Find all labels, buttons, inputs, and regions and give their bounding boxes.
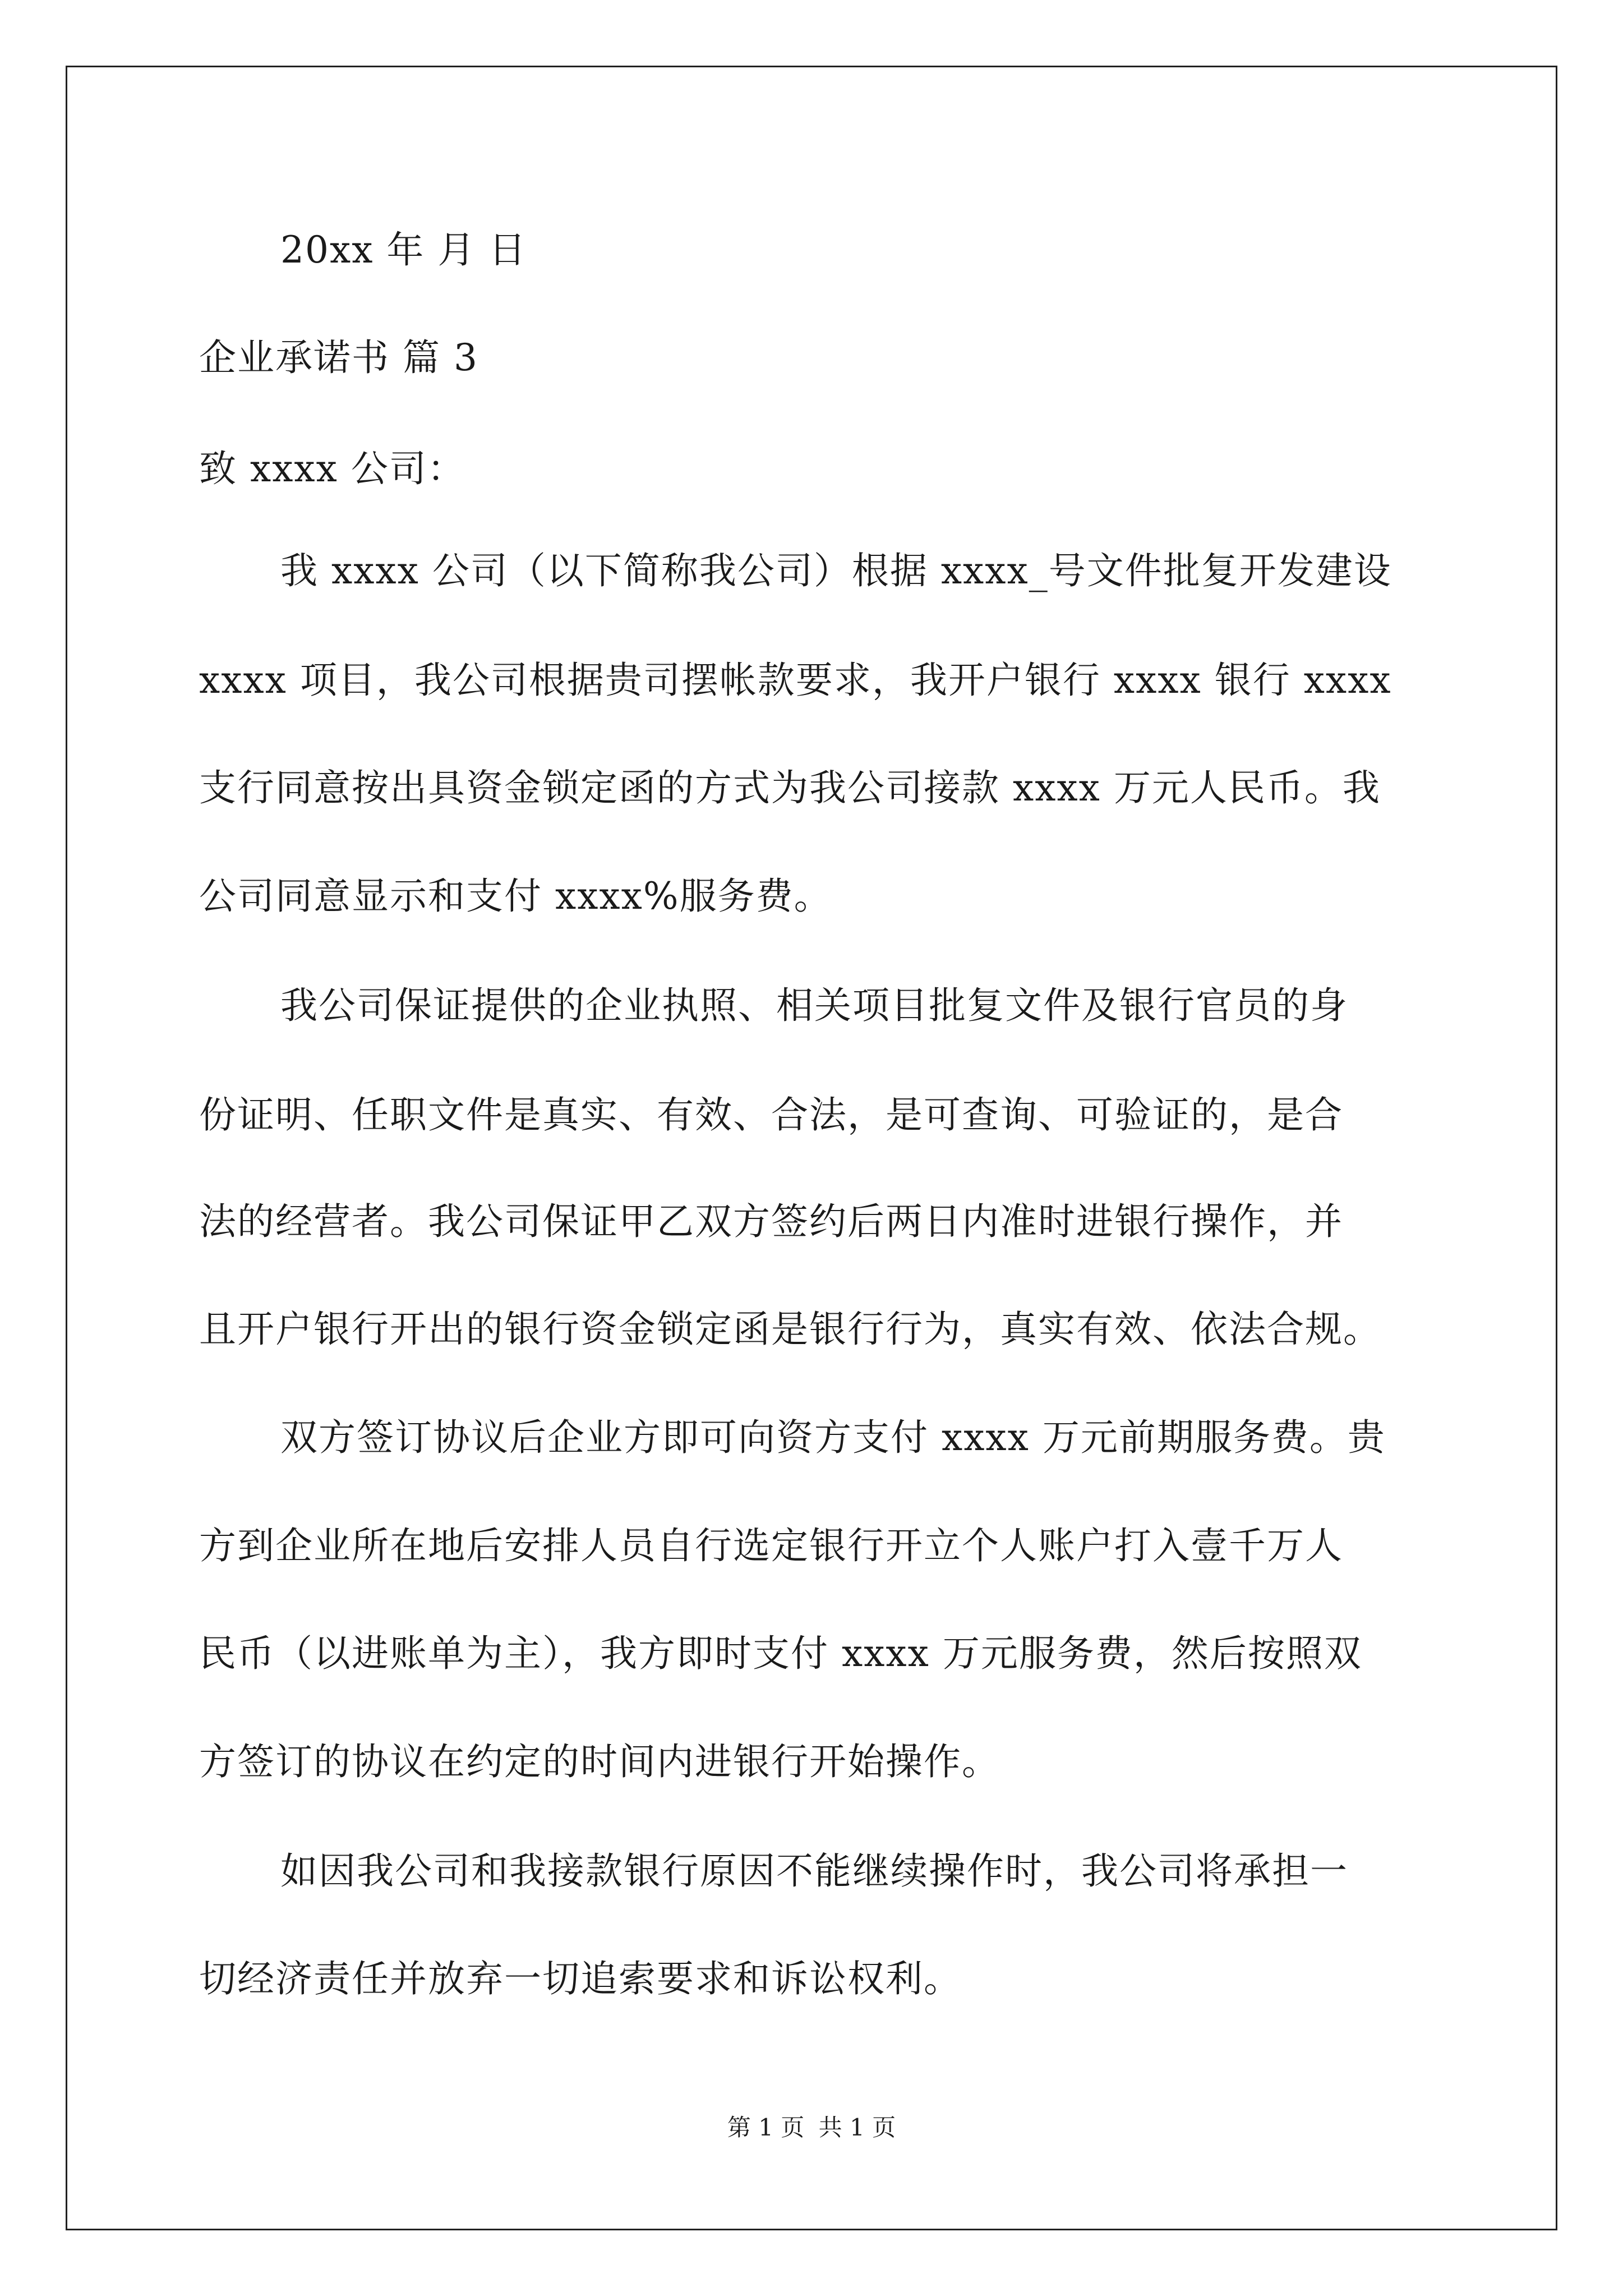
page-number-current: 第 1 页 — [727, 2114, 805, 2141]
paragraph-line: 我 xxxx 公司（以下简称我公司）根据 xxxx_号文件批复开发建设 — [280, 549, 1392, 592]
paragraph-line: xxxx 项目，我公司根据贵司摆帐款要求，我开户银行 xxxx 银行 xxxx — [199, 659, 1392, 702]
paragraph-line: 民币（以进账单为主），我方即时支付 xxxx 万元服务费，然后按照双 — [199, 1632, 1362, 1675]
salutation: 致 xxxx 公司： — [199, 447, 465, 490]
paragraph-line: 支行同意按出具资金锁定函的方式为我公司接款 xxxx 万元人民币。我 — [199, 766, 1381, 809]
paragraph-line: 法的经营者。我公司保证甲乙双方签约后两日内准时进银行操作，并 — [199, 1200, 1343, 1243]
date-line: 20xx 年 月 日 — [280, 228, 527, 272]
paragraph-line: 方到企业所在地后安排人员自行选定银行开立个人账户打入壹千万人 — [199, 1524, 1343, 1567]
page-border — [66, 66, 1557, 2230]
paragraph-line: 份证明、任职文件是真实、有效、合法，是可查询、可验证的，是合 — [199, 1093, 1343, 1137]
paragraph-line: 如因我公司和我接款银行原因不能继续操作时，我公司将承担一 — [280, 1849, 1348, 1893]
paragraph-line: 方签订的协议在约定的时间内进银行开始操作。 — [199, 1740, 1000, 1783]
paragraph-line: 且开户银行开出的银行资金锁定函是银行行为，真实有效、依法合规。 — [199, 1308, 1381, 1351]
section-title: 企业承诺书 篇 3 — [199, 336, 478, 379]
paragraph-line: 切经济责任并放弃一切追索要求和诉讼权利。 — [199, 1957, 962, 2000]
page-number-total: 共 1 页 — [818, 2114, 896, 2141]
paragraph-line: 双方签订协议后企业方即可向资方支付 xxxx 万元前期服务费。贵 — [280, 1416, 1386, 1459]
page-footer — [0, 2116, 1623, 2139]
paragraph-line: 我公司保证提供的企业执照、相关项目批复文件及银行官员的身 — [280, 984, 1348, 1027]
paragraph-line: 公司同意显示和支付 xxxx%服务费。 — [199, 875, 832, 918]
